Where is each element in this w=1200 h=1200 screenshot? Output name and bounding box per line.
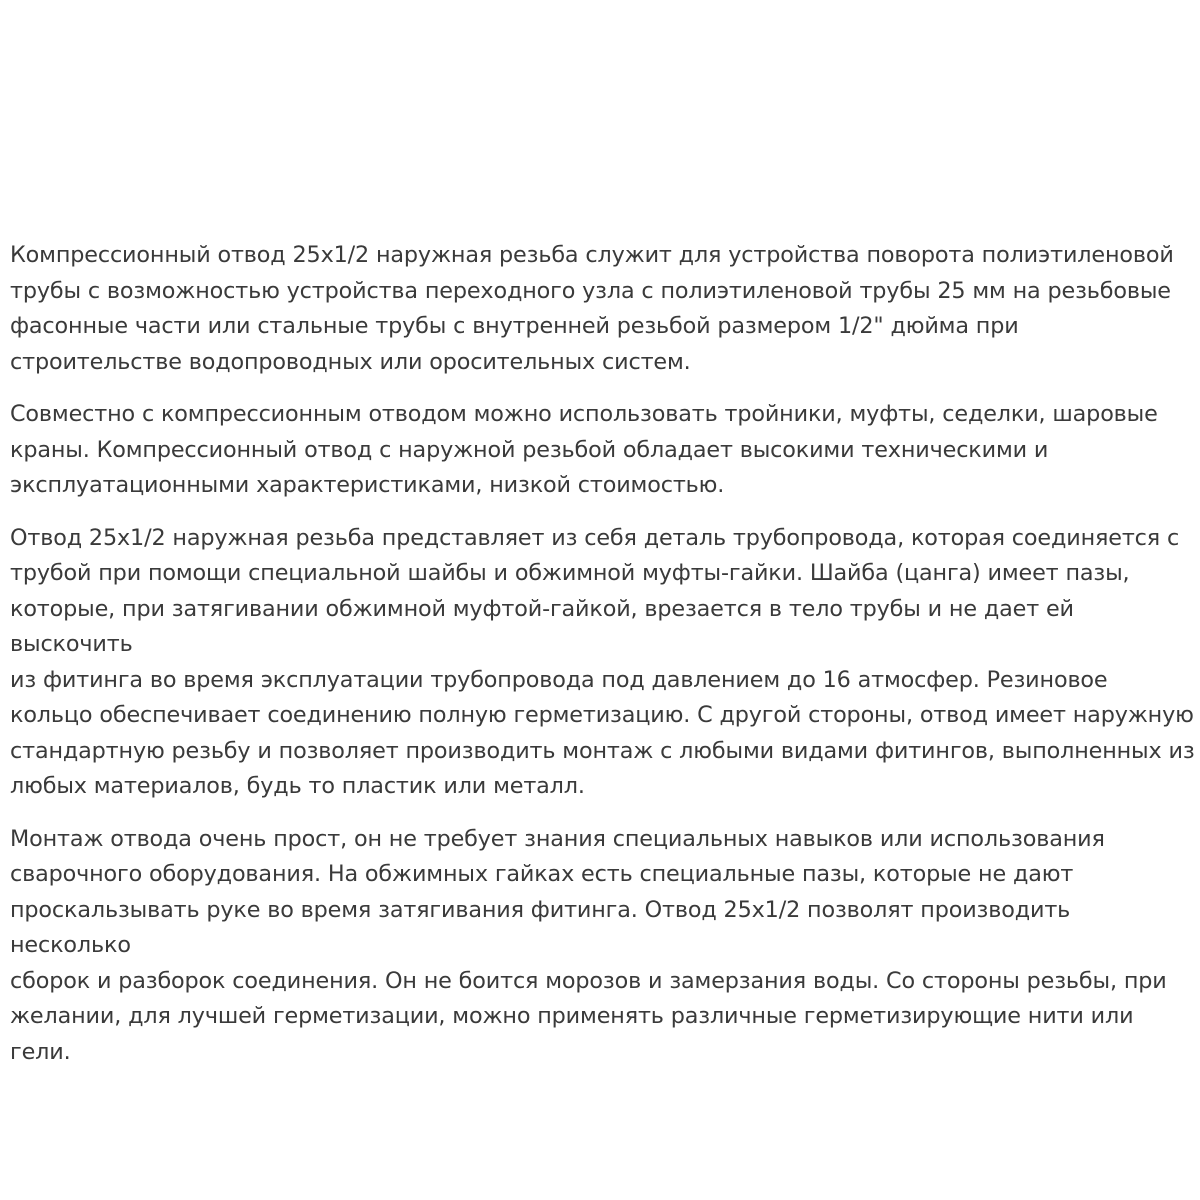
text-line: трубы с возможностью устройства переходного узла с полиэтиленовой трубы 25 мм на резьбовые [10, 277, 1171, 304]
text-line: сварочного оборудования. На обжимных гайках есть специальные пазы, которые не дают [10, 861, 1074, 887]
paragraph-3 [10, 521, 1196, 805]
text-line: из фитинга во время эксплуатации трубопровода под давлением до 16 атмосфер. Резиновое [10, 666, 1108, 693]
text-line: стандартную резьбу и позволяет производить монтаж с любыми видами фитингов, выполненных из [10, 737, 1195, 764]
text-line: проскальзывать руке во время затягивания фитинга. Отвод 25х1/2 позволят производить несколько [10, 896, 1071, 958]
text-line: кольцо обеспечивает соединению полную герметизацию. С другой стороны, отвод имеет наружную [10, 702, 1194, 728]
text-line: сборок и разборок соединения. Он не боится морозов и замерзания воды. Со стороны резьбы, при [10, 967, 1167, 994]
paragraph-4 [10, 822, 1196, 1071]
text-line: краны. Компрессионный отвод с наружной резьбой обладает высокими техническими и [10, 436, 1049, 463]
paragraph-1 [10, 238, 1196, 380]
text-line: трубой при помощи специальной шайбы и обжимной муфты-гайки. Шайба (цанга) имеет пазы, [10, 560, 1130, 586]
text-line: Монтаж отвода очень прост, он не требует знания специальных навыков или использования [10, 825, 1105, 852]
article-body [10, 238, 1196, 1087]
text-line: желании, для лучшей герметизации, можно применять различные герметизирующие нити или гели. [10, 1003, 1134, 1065]
text-line: фасонные части или стальные трубы с внутренней резьбой размером 1/2" дюйма при [10, 313, 1019, 339]
text-line: Отвод 25х1/2 наружная резьба представляет из себя деталь трубопровода, которая соединяется с [10, 524, 1180, 551]
text-line: Компрессионный отвод 25х1/2 наружная резьба служит для устройства поворота полиэтиленовой [10, 242, 1174, 268]
text-line: эксплуатационными характеристиками, низкой стоимостью. [10, 472, 725, 498]
text-line: Совместно с компрессионным отводом можно использовать тройники, муфты, седелки, шаровые [10, 401, 1158, 427]
text-line: строительстве водопроводных или оросительных систем. [10, 348, 691, 375]
text-line: любых материалов, будь то пластик или металл. [10, 773, 585, 799]
paragraph-2 [10, 397, 1196, 504]
text-line: которые, при затягивании обжимной муфтой-гайкой, врезается в тело трубы и не дает ей выскочить [10, 595, 1074, 657]
